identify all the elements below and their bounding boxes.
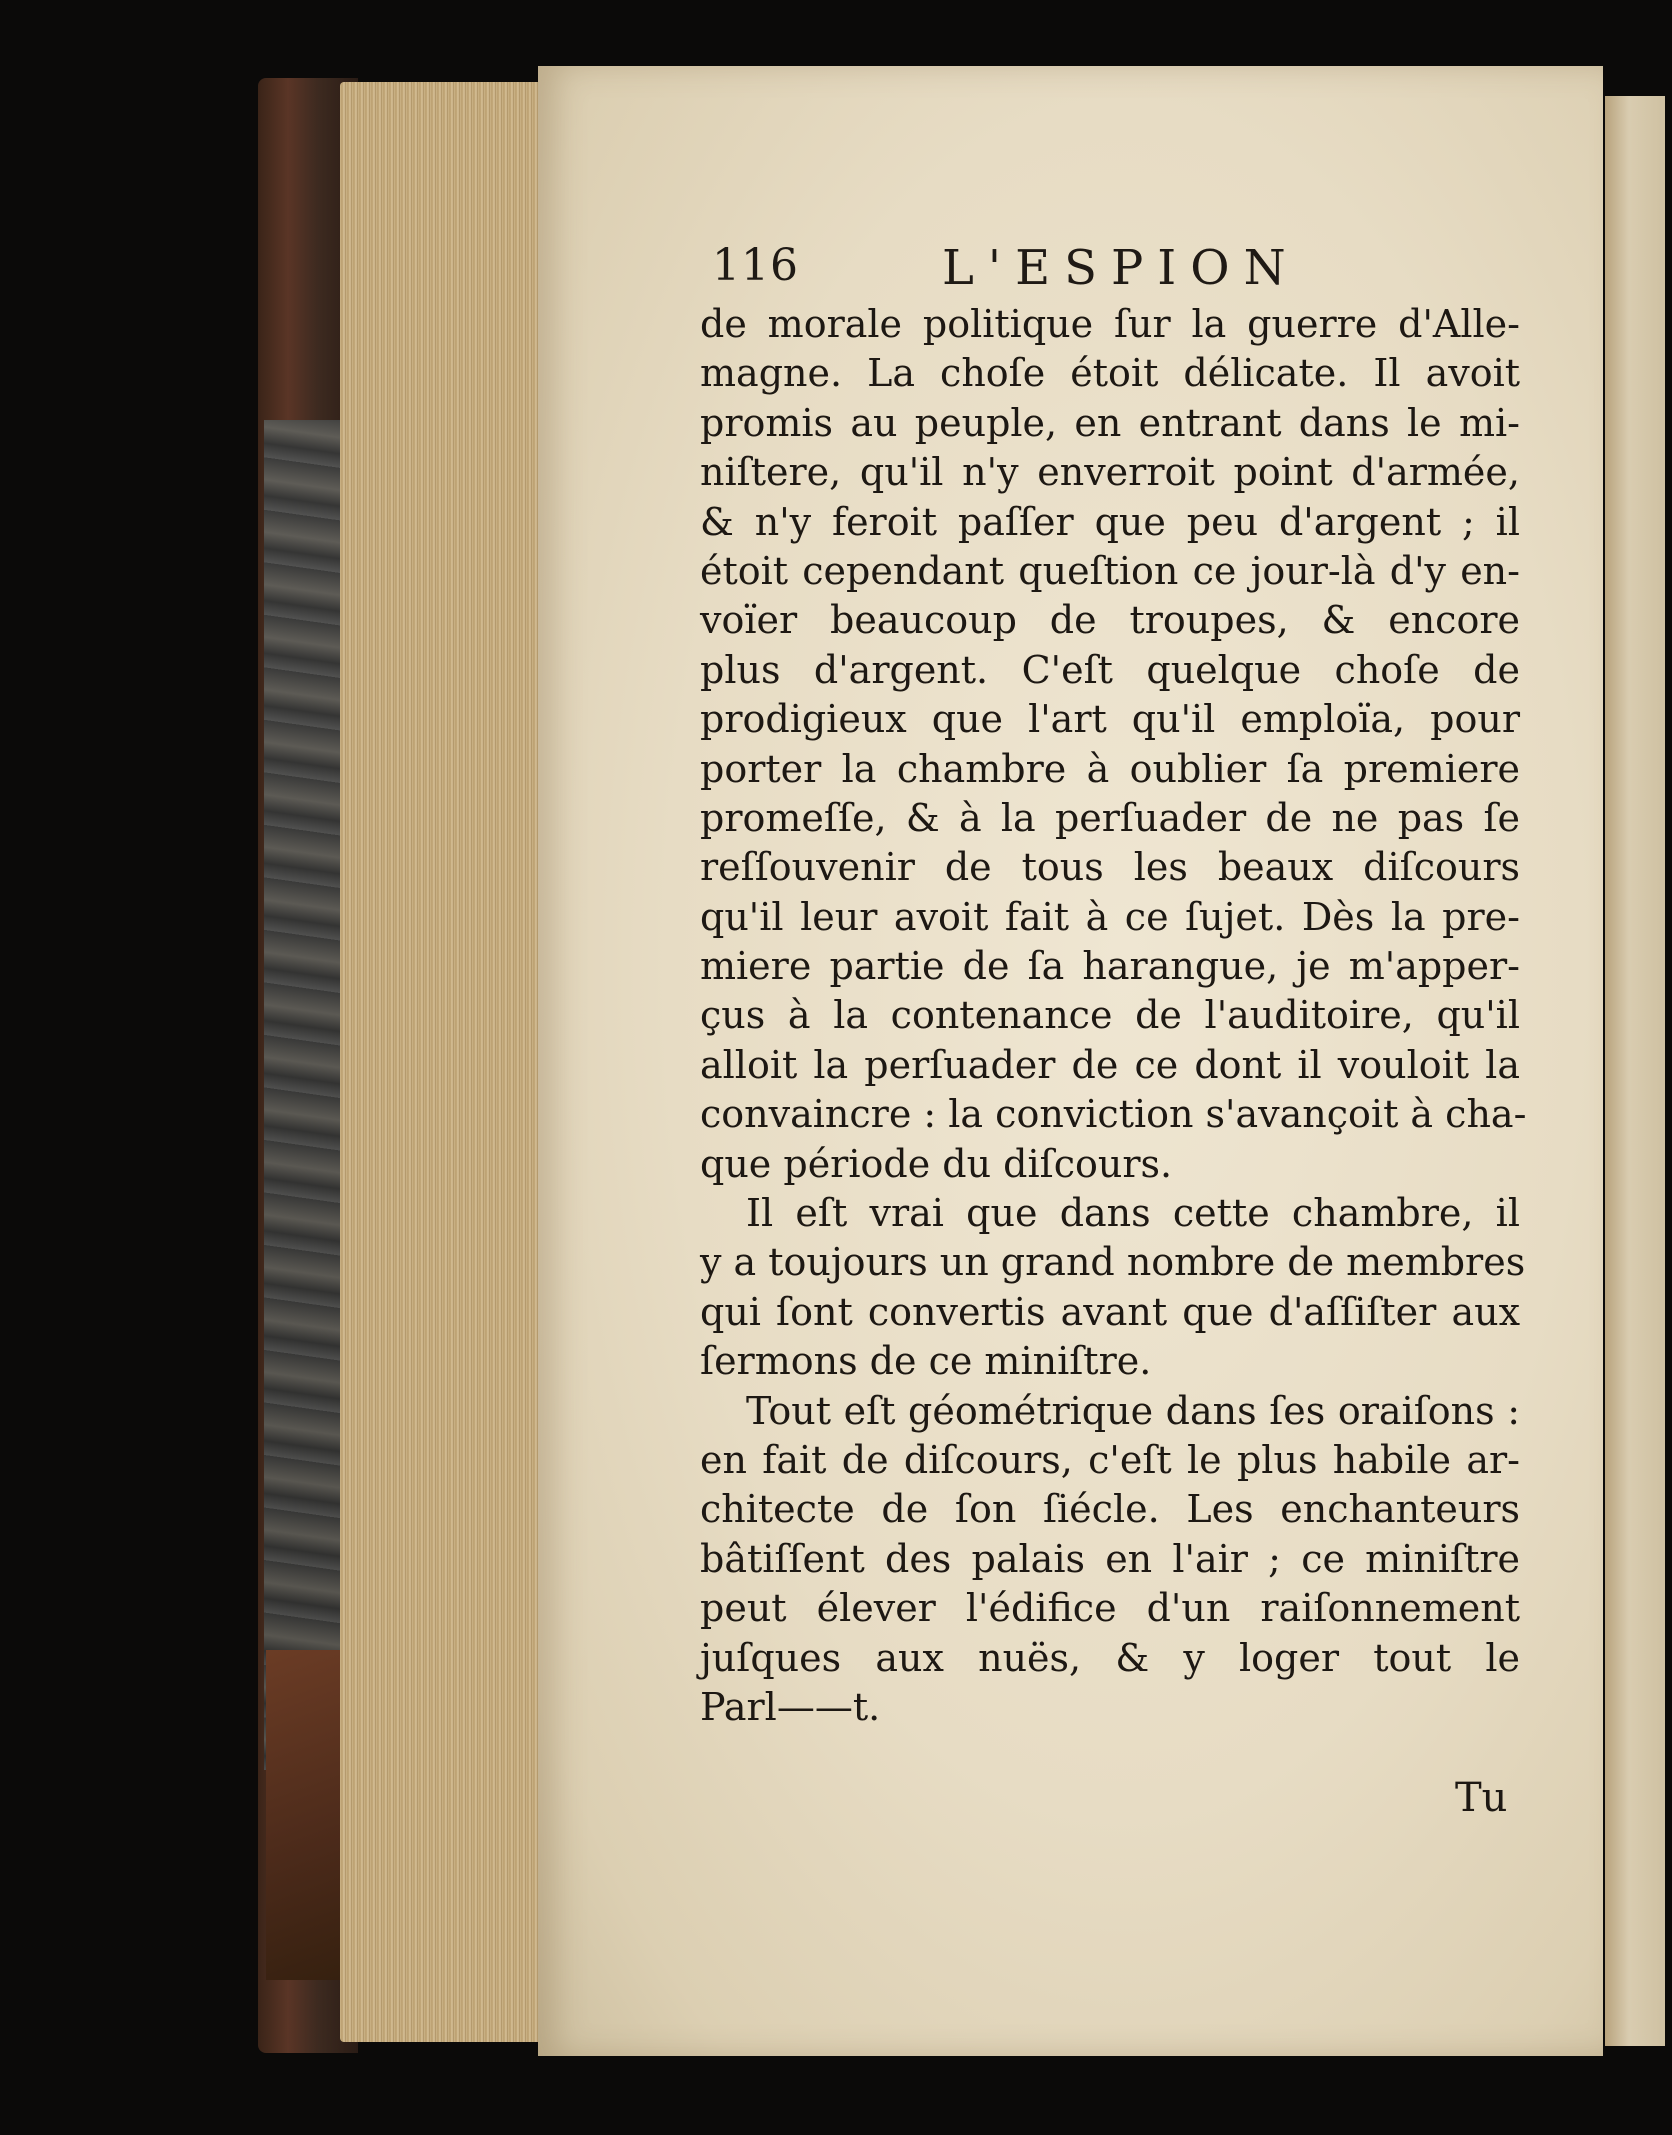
body-text [700, 300, 1527, 1732]
text-line: Il eſt vrai que dans cette chambre, il [746, 1191, 1520, 1236]
page-edges [340, 82, 545, 2042]
text-line: plus d'argent. C'eſt quelque choſe de [700, 647, 1520, 692]
text-line: voïer beaucoup de troupes, & encore [700, 598, 1520, 643]
text-line: miere partie de ſa harangue, je m'apper- [700, 944, 1520, 989]
text-line: chitecte de ſon ſiécle. Les enchanteurs [700, 1487, 1520, 1532]
text-line: çus à la contenance de l'auditoire, qu'il [700, 993, 1520, 1038]
catchword: Tu [1455, 1775, 1508, 1821]
text-line: niſtere, qu'il n'y enverroit point d'armée, [700, 450, 1520, 495]
text-line: qui ſont convertis avant que d'aſſiſter aux [700, 1289, 1520, 1334]
text-line: porter la chambre à oublier ſa premiere [700, 746, 1520, 791]
text-line: ſermons de ce miniſtre. [700, 1339, 1152, 1384]
text-line: promeſſe, & à la perſuader de ne pas ſe [700, 795, 1520, 840]
text-line: peut élever l'édifice d'un raiſonnement [700, 1586, 1520, 1631]
facing-page-edge [1605, 96, 1665, 2046]
text-line: y a toujours un grand nombre de membres [700, 1240, 1526, 1285]
text-line: de morale politique ſur la guerre d'Alle- [700, 302, 1520, 346]
marbled-board [264, 420, 352, 1770]
text-line: alloit la perſuader de ce dont il vouloit la [700, 1042, 1520, 1087]
text-line: prodigieux que l'art qu'il emploïa, pour [700, 697, 1520, 742]
text-line: Tout eſt géométrique dans ſes oraiſons : [746, 1388, 1520, 1433]
text-line: bâtiſſent des palais en l'air ; ce miniſtre [700, 1536, 1520, 1581]
text-line: qu'il leur avoit fait à ce ſujet. Dès la pre- [700, 894, 1520, 939]
text-line: reſſouvenir de tous les beaux diſcours [700, 845, 1520, 890]
text-line: & n'y feroit paſſer que peu d'argent ; il [700, 499, 1520, 544]
text-line: Parl——t. [700, 1684, 881, 1729]
text-line: promis au peuple, en entrant dans le mi- [700, 400, 1520, 445]
text-line: en fait de diſcours, c'eſt le plus habile ar- [700, 1437, 1520, 1482]
text-line: étoit cependant queſtion ce jour-là d'y en- [700, 548, 1520, 593]
text-line: juſques aux nuës, & y loger tout le [700, 1635, 1520, 1680]
text-line: que période du diſcours. [700, 1141, 1173, 1186]
page-number: 116 [712, 240, 799, 291]
text-line: convaincre : la conviction s'avançoit à cha- [700, 1092, 1527, 1137]
running-head: L'ESPION [942, 240, 1300, 296]
text-line: magne. La choſe étoit délicate. Il avoit [700, 351, 1520, 396]
